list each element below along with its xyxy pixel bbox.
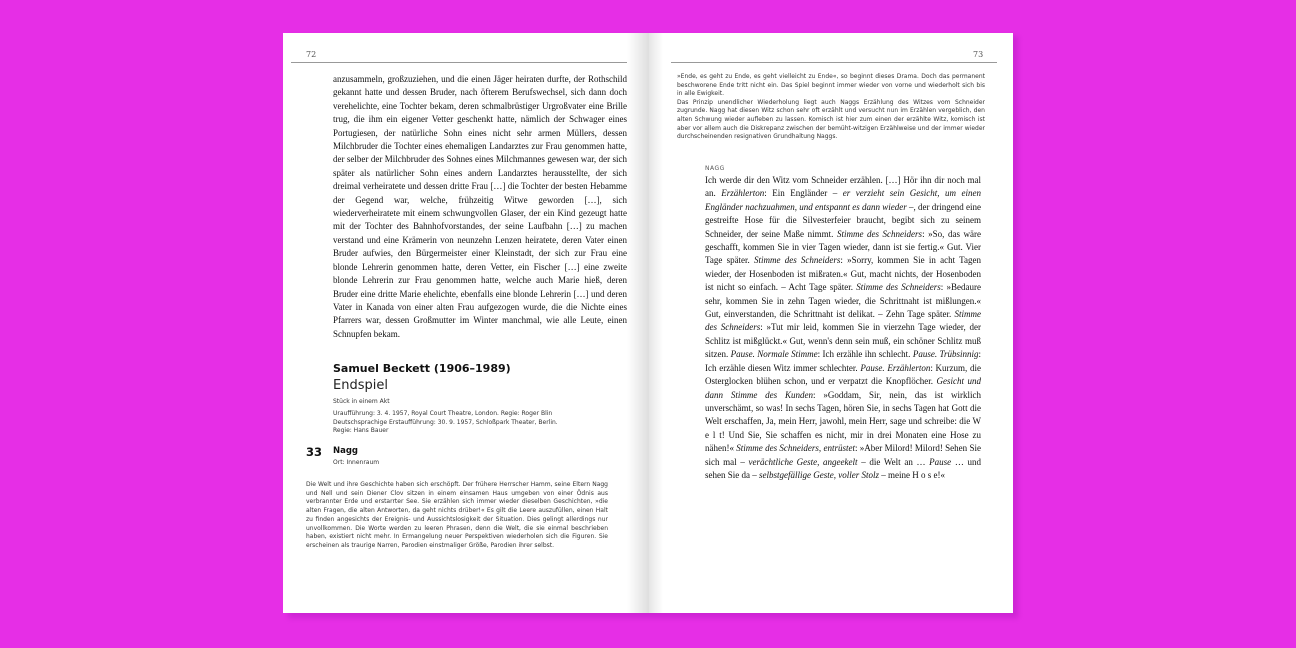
spoken-text: : »Goddam, Sir, nein, das ist wirklich unverschämt, so was! In sechs Tagen, hören Sie, in sechs Tagen hat Gott die Welt erschaffen, Ja, mein Herr, jawohl, mein Herr, sage und schreibe: die W e l t! Und Sie, Sie schaffen es nicht, mir in drei Monaten eine Hose zu nähen!« [705, 389, 981, 454]
stage-direction: Pause [929, 456, 952, 467]
header-rule [671, 62, 997, 63]
right-page [649, 33, 1013, 613]
german-premiere-info: Deutschsprachige Erstaufführung: 30. 9. 1957, Schloßpark Theater, Berlin. [333, 418, 558, 426]
play-title: Endspiel [333, 378, 388, 393]
spoken-text: : Ein Engländer – [764, 188, 843, 199]
speaker-label: NAGG [705, 165, 725, 172]
entry-number: 33 [306, 445, 323, 459]
intro-paragraph: »Ende, es geht zu Ende, es geht vielleicht zu Ende«, so beginnt dieses Drama. Doch das permanent beschworene Ende tritt nicht ein. Das Spiel beginnt immer wieder von vorne und wiederholt sich bis in alle Ewigkeit. [677, 73, 985, 98]
spoken-text: : »Sorry, kommen Sie in acht Tagen wieder, der Hosenboden ist mißraten.« Gut, macht nichts, der Hosenboden ist nicht so einfach. – Acht Tage später. [705, 255, 981, 293]
left-page [283, 33, 649, 613]
summary-text: Die Welt und ihre Geschichte haben sich erschöpft. Der frühere Herrscher Hamm, seine Eltern Nagg und Nell und sein Diener Clov sitzen in einem einsamen Haus umgeben von einer Ödnis aus verbrannter Erde und erstarrter See. Sie erzählen sich immer wieder dieselben Geschichten, »die alten Fragen, die alten Antworten, da geht nichts drüber!« Es gilt die Leere auszufüllen, einen Halt zu finden angesichts der Ereignis- und Aussichtslosigkeit der Situation. Dies gelingt allerdings nur unvollkommen. Die Worte werden zu leeren Phrasen, denn die Welt, die sie einmal beschrieben haben, existiert nicht mehr. In Ermangelung neuer Perspektiven wiederholen sich die Figuren. Sie erscheinen als traurige Narren, Parodien einstmaliger Größe, Parodien ihrer selbst. [306, 481, 608, 549]
stage-direction: Pause. Trübsinnig [912, 349, 979, 360]
spoken-text: – die Welt an … [857, 456, 930, 467]
intro-text [677, 73, 985, 142]
spoken-text: : »Bedaure sehr, kommen Sie in zehn Tagen wieder, die Schrittnaht ist mißlungen.« Gut, einverstanden, die Schrittnaht ist delikat. – Zehn Tage später. [705, 282, 982, 320]
stage-direction: Gesicht und dann Stimme des Kunden [705, 376, 981, 400]
spoken-text: Ich werde dir den Witz vom Schneider erzählen. […] Hör ihn dir noch mal an. [705, 175, 981, 199]
spoken-text: : Kurzum, die Osterglocken blühen schon, und er verpatzt die Knopflöcher. [705, 362, 981, 387]
location-info: Ort: Innenraum [333, 459, 380, 466]
stage-direction: Erzählerton [721, 188, 765, 199]
stage-direction: Pause. Erzählerton [860, 362, 931, 373]
role-name: Nagg [333, 446, 359, 456]
gutter-shadow [649, 33, 663, 613]
stage-direction: Pause. Normale Stimme [730, 349, 818, 360]
page-number: 73 [973, 50, 984, 59]
spoken-text: : »Tut mir leid, kommen Sie in vierzehn Tage wieder, der Schlitz ist mißglückt.« Gut, wenn's denn sein muß, ein schöner Schlitz muß sitzen. [705, 322, 981, 360]
monologue-text [705, 174, 981, 482]
director-info: Regie: Hans Bauer [333, 427, 389, 434]
spoken-text: : Ich erzähle diesen Witz immer schlechter. [705, 349, 981, 373]
stage-direction: Stimme des Schneiders [856, 282, 941, 293]
spoken-text: : »Aber Milord! Milord! Sehen Sie sich mal – [705, 443, 981, 467]
stage-direction: Stimme des Schneiders [705, 309, 981, 333]
stage-direction: verächtliche Geste, angeekelt [748, 456, 858, 467]
stage-direction: Stimme des Schneiders [754, 255, 841, 266]
spoken-text: : »So, das wäre geschafft, kommen Sie in vier Tagen wieder, dann ist sie fertig.« Gut. Vier Tage später. [705, 228, 981, 266]
spoken-text: : Ich erzähle ihn schlecht. [817, 349, 913, 360]
play-subtitle: Stück in einem Akt [333, 398, 390, 405]
spoken-text: –, der dringend eine gestreifte Hose für die Silvesterfeier braucht, begibt sich zu seinem Schneider, der seine Maße nimmt. [705, 201, 981, 239]
intro-paragraph: Das Prinzip unendlicher Wiederholung liegt auch Naggs Erzählung des Witzes vom Schneider zugrunde. Nagg hat diesen Witz schon sehr oft erzählt und versucht nun im Erzählen vergeblich, den alten Schwung wieder aufleben zu lassen. Komisch ist hier zum einen der erzählte Witz, komisch ist aber vor allem auch die Diskrepanz zwischen der bemüht-witzigen Erzählweise und der immer wieder durchscheinenden resignativen Grundhaltung Naggs. [677, 98, 985, 141]
spoken-text: – meine H o s e!« [878, 469, 945, 480]
body-text: anzusammeln, großzuziehen, und die einen Jäger heiraten durfte, der Rothschild gekannt hatte und dessen Bruder, nach öfterem Berufswechsel, sich dann doch verehelichte, eine Tochter bekam, deren schmalbrüstiger Urgroßvater eine Brille trug, die ihm ein eigener Vetter geschenkt hatte, nämlich der Schwager eines Portugiesen, der natürliche Sohn eines nicht sehr armen Müllers, dessen Milchbruder die Tochter eines ehemaligen Landarztes zur Frau genommen hatte, der selber der Milchbruder des Sohnes eines Milchmannes gewesen war, der sich später als natürlicher Sohn eines andern Landarztes herausstellte, der sich dreimal verheiratete und dessen dritte Frau […] die Tochter der besten Hebamme der Gegend war, welche, frühzeitig Witwe geworden […], sich wiederverheiratete mit einem schwungvollen Glaser, der ein Kind gezeugt hatte mit der Tochter des Bahnhofvorstandes, der seine Laufbahn […] zu machen verstand und eine Krämerin von neunzehn Lenzen heiratete, deren Vater einen Bruder aufwies, den Bürgermeister einer Kleinstadt, der sich zur Frau eine blonde Lehrerin genommen hatte, deren Vetter, ein Fischer […] eine zweite blonde Lehrerin zur Frau genommen hatte, welche auch Marie hieß, deren Bruder eine dritte Marie ehelichte, ebenfalls eine blonde Lehrerin […] und deren Vater in Kanada von einer alten Frau aufgezogen wurde, die die Nichte eines Pfarrers war, dessen Großmutter im Winter manchmal, wie alle Leute, einen Schnupfen bekam. [333, 74, 627, 339]
stage-direction: selbstgefällige Geste, voller Stolz [759, 469, 879, 480]
stage-direction: er verzieht sein Gesicht, um einen Engländer nachzuahmen, und entspannt es dann wieder [705, 188, 981, 212]
header-rule [291, 62, 627, 63]
gutter-shadow [627, 33, 649, 613]
stage-direction: Stimme des Schneiders, entrüstet [736, 443, 855, 454]
stage-direction: Stimme des Schneiders [836, 228, 923, 239]
premiere-info: Uraufführung: 3. 4. 1957, Royal Court Theatre, London. Regie: Roger Blin [333, 410, 553, 417]
page-number: 72 [306, 50, 317, 59]
spoken-text: … und sehen Sie da – [705, 456, 981, 480]
author-heading: Samuel Beckett (1906–1989) [333, 362, 511, 375]
